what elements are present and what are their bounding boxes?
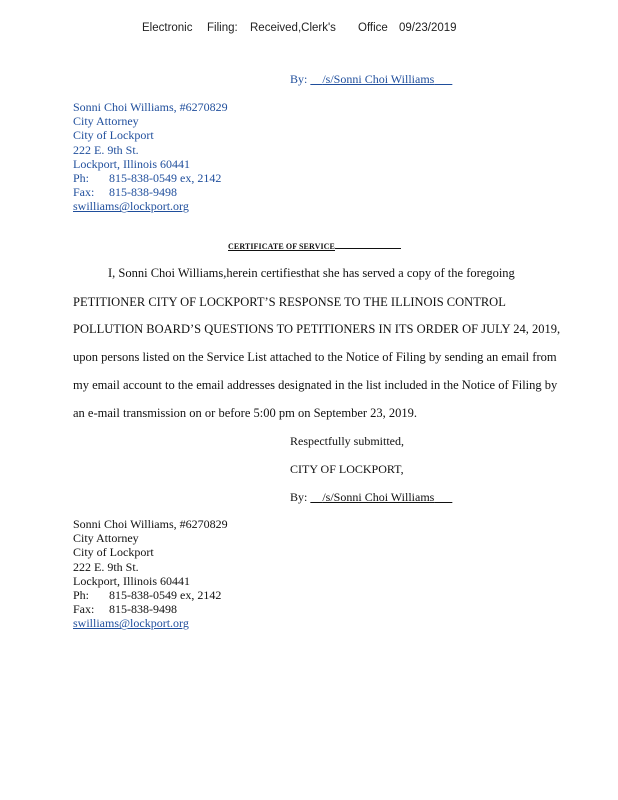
- attorney-address1: 222 E. 9th St.: [73, 142, 139, 157]
- certificate-line-2: PETITIONER CITY OF LOCKPORT’S RESPONSE TO THE ILLINOIS CONTROL: [73, 295, 506, 309]
- fax-value: 815-838-9498: [109, 185, 177, 200]
- signature-bottom: [290, 490, 452, 505]
- fax-label: Fax:: [73, 185, 95, 200]
- certificate-line-5: my email account to the email addresses designated in the list included in the Notice of Filing by: [73, 378, 558, 392]
- fax-label: Fax:: [73, 602, 95, 617]
- signature-bottom-by-label: By:: [290, 490, 308, 504]
- certificate-line-4: upon persons listed on the Service List attached to the Notice of Filing by sending an email from: [73, 350, 557, 364]
- certificate-title: CERTIFICATE OF SERVICE: [228, 242, 401, 251]
- attorney-address2: Lockport, Illinois 60441: [73, 573, 190, 588]
- attorney-org: City of Lockport: [73, 128, 154, 143]
- filing-header-received: Received,Clerk's: [250, 22, 336, 34]
- certificate-line-6: an e-mail transmission on or before 5:00 pm on September 23, 2019.: [73, 406, 418, 420]
- attorney-phone-row: [73, 588, 228, 602]
- attorney-phone-row: [73, 171, 228, 185]
- phone-label: Ph:: [73, 588, 90, 603]
- attorney-title: City Attorney: [73, 114, 139, 129]
- attorney-fax-row: [73, 185, 228, 199]
- email-link[interactable]: swilliams@lockport.org: [73, 616, 189, 631]
- certificate-line-1: I, Sonni Choi Williams,herein certifiesthat she has served a copy of the foregoing: [108, 266, 515, 280]
- filing-header-date: 09/23/2019: [399, 22, 457, 34]
- attorney-org: City of Lockport: [73, 545, 154, 560]
- signature-bottom-signature: /s/Sonni Choi Williams: [322, 490, 435, 504]
- certificate-title-underline: [335, 247, 401, 249]
- attorney-address2: Lockport, Illinois 60441: [73, 156, 190, 171]
- email-link[interactable]: swilliams@lockport.org: [73, 199, 189, 214]
- attorney-name: Sonni Choi Williams, #6270829: [73, 100, 228, 114]
- attorney-title: City Attorney: [73, 531, 139, 546]
- certificate-line-3: POLLUTION BOARD’S QUESTIONS TO PETITIONERS IN ITS ORDER OF JULY 24, 2019,: [73, 322, 561, 336]
- attorney-name: Sonni Choi Williams, #6270829: [73, 517, 228, 531]
- filing-header-filing: Filing:: [207, 22, 238, 34]
- phone-value: 815-838-0549 ex, 2142: [109, 171, 222, 186]
- closing-entity: CITY OF LOCKPORT,: [290, 462, 404, 476]
- attorney-block-top: [73, 100, 228, 214]
- phone-value: 815-838-0549 ex, 2142: [109, 588, 222, 603]
- signature-top: [290, 72, 452, 87]
- phone-label: Ph:: [73, 171, 90, 186]
- signature-top-signature: /s/Sonni Choi Williams: [322, 72, 435, 86]
- filing-header-electronic: Electronic: [142, 22, 193, 34]
- attorney-fax-row: [73, 602, 228, 616]
- closing-respectfully: Respectfully submitted,: [290, 434, 404, 448]
- attorney-block-bottom: [73, 517, 228, 631]
- fax-value: 815-838-9498: [109, 602, 177, 617]
- filing-header-office: Office: [358, 22, 388, 34]
- signature-top-by-label: By:: [290, 72, 308, 86]
- attorney-address1: 222 E. 9th St.: [73, 559, 139, 574]
